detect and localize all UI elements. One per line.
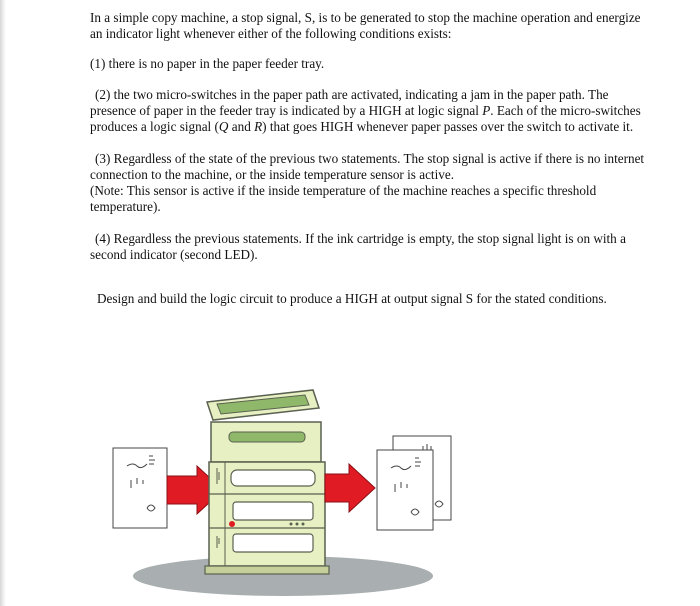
left-paper-icon	[113, 448, 167, 528]
condition-2-text-d: ) that goes HIGH whenever paper passes over the switch to activate it.	[262, 119, 634, 134]
condition-4-text: (4) Regardless the previous statements. If the ink cartridge is empty, the stop signal light is on with a second indicator (second LED).	[90, 231, 626, 262]
problem-statement	[90, 10, 650, 307]
condition-1	[90, 56, 650, 72]
note-text: (Note: This sensor is active if the inside temperature of the machine reaches a specific threshold temperature).	[90, 183, 597, 214]
condition-2	[90, 87, 650, 135]
condition-4	[90, 231, 650, 263]
intro-text: In a simple copy machine, a stop signal, S, is to be generated to stop the machine operation and energize an indicator light whenever either of the following conditions exists:	[90, 10, 641, 41]
copy-machine-icon	[205, 390, 329, 574]
signal-q: Q	[218, 119, 229, 134]
output-arrow	[325, 464, 375, 512]
condition-3-text: (3) Regardless of the state of the previous two statements. The stop signal is active if there is no internet connection to the machine, or the inside temperature sensor is active.	[90, 151, 645, 182]
condition-2-text-b: . Each of the micro-switches produces a logic signal (	[90, 103, 641, 134]
signal-p: P	[482, 103, 491, 118]
copy-machine-illustration	[105, 368, 465, 600]
page-left-edge	[0, 0, 6, 606]
condition-2-text-a: (2) the two micro-switches in the paper path are activated, indicating a jam in the paper path. The presence of paper in the feeder tray is indicated by a HIGH at logic signal	[90, 87, 609, 118]
indicator-light-icon	[229, 521, 235, 527]
condition-3	[90, 151, 650, 215]
condition-1-text: (1) there is no paper in the paper feeder tray.	[90, 56, 325, 71]
task-text: Design and build the logic circuit to produce a HIGH at output signal S for the stated conditions.	[97, 291, 607, 306]
intro-paragraph	[90, 10, 650, 42]
task-paragraph	[90, 291, 650, 307]
signal-r: R	[254, 119, 263, 134]
right-paper-front-icon	[377, 450, 433, 530]
condition-2-text-c: and	[228, 119, 255, 134]
